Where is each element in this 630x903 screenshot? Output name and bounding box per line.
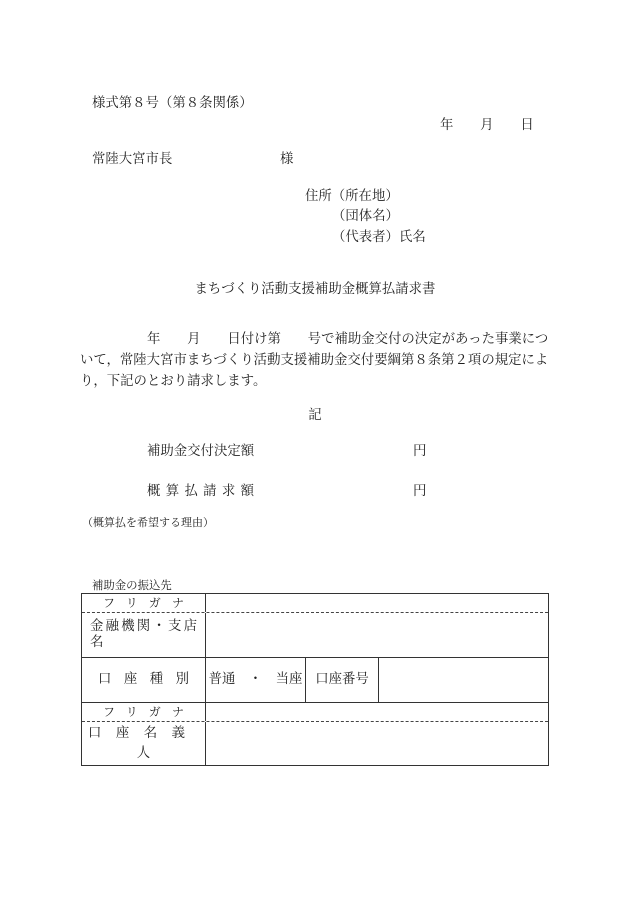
body-line: り，下記のとおり請求します。: [80, 374, 267, 389]
bank-furigana-label-cell: [82, 594, 206, 612]
decision-amount-label: 補助金交付決定額: [147, 444, 255, 459]
bank-name-value-cell: [206, 613, 548, 657]
account-holder-value-cell: [206, 722, 548, 765]
ki-heading: 記: [308, 408, 322, 423]
account-holder-row: [82, 722, 548, 765]
bank-furigana-row: [82, 594, 548, 613]
bank-name-label-cell: [82, 613, 206, 657]
addressee-honorific: 様: [280, 152, 294, 167]
account-type-row: [82, 658, 548, 703]
account-type-label-cell: [82, 658, 206, 702]
holder-furigana-value-cell: [206, 703, 548, 721]
transfer-table: [81, 593, 549, 766]
account-holder-label-line2: 人: [136, 745, 151, 761]
bank-name-label: 金融機関・支店名: [90, 619, 197, 650]
account-number-value-cell: [379, 658, 548, 702]
transfer-caption: 補助金の振込先: [92, 578, 172, 592]
bank-name-row: [82, 613, 548, 658]
account-number-label: 口座番号: [306, 658, 379, 702]
account-holder-label-line1: 口座名義: [88, 725, 185, 741]
form-number: 様式第８号（第８条関係）: [92, 96, 253, 111]
account-holder-label-cell: [82, 722, 206, 765]
applicant-organization-label: （団体名）: [332, 209, 399, 224]
bank-furigana-value-cell: [206, 594, 548, 612]
account-holder-label-line1-wrap: [82, 724, 205, 744]
advance-request-unit: 円: [413, 484, 427, 499]
document-title: まちづくり活動支援補助金概算払請求書: [194, 282, 436, 297]
advance-request-label: 概算払請求額: [147, 484, 254, 499]
account-type-label: 口座種別: [98, 672, 189, 687]
holder-furigana-row: [82, 703, 548, 722]
reason-label: （概算払を希望する理由）: [82, 516, 214, 529]
body-line: いて，常陸大宮市まちづくり活動支援補助金交付要綱第８条第２項の規定によ: [80, 353, 549, 368]
body-line: 年 月 日付け第 号で補助金交付の決定があった事業につ: [147, 332, 549, 347]
decision-amount-unit: 円: [413, 444, 427, 459]
bank-furigana-label: フリガナ: [103, 596, 184, 610]
account-type-value-cell: [206, 658, 548, 702]
applicant-representative-label: （代表者）氏名: [332, 230, 426, 245]
holder-furigana-label-cell: [82, 703, 206, 721]
applicant-address-label: 住所（所在地）: [305, 189, 399, 204]
account-type-options: 普通 ・ 当座: [206, 658, 306, 702]
holder-furigana-label: フリガナ: [103, 705, 184, 719]
addressee-name: 常陸大宮市長: [92, 152, 173, 167]
date-line: 年 月 日: [440, 118, 534, 133]
